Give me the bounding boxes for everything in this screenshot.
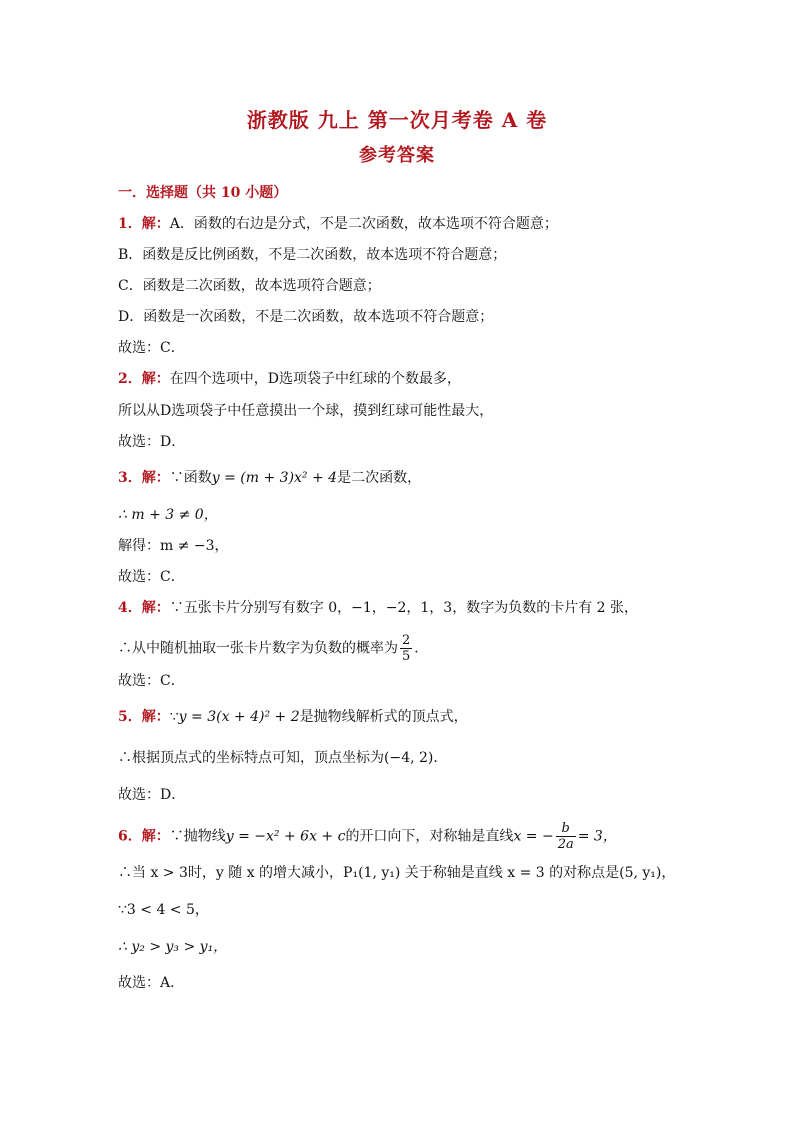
section-heading: 一．选择题（共 10 小题）	[118, 185, 288, 201]
q4-number: 4．	[118, 600, 142, 616]
q6-text-2: ∴当 x > 3时，y 随 x 的增大减小，P₁(1, y₁) 关于称轴是直线 x = 3 的对称点是(5, y₁)，	[118, 865, 676, 881]
q6-axis-end: = 3，	[577, 828, 617, 845]
q3-pre: ∵函数	[169, 470, 212, 486]
q6-numerator: b	[556, 821, 576, 837]
q6-label: 解：	[141, 828, 170, 845]
q5-pre: ∵	[169, 709, 179, 725]
q1-option-a: A．函数的右边是分式，不是二次函数，故本选项不符合题意；	[169, 216, 558, 232]
q3-number: 3．	[118, 470, 142, 486]
q1-option-d: D．函数是一次函数，不是二次函数，故本选项不符合题意；	[118, 309, 494, 325]
q4-text-1: ∵五张卡片分别写有数字 0，−1，−2，1，3，数字为负数的卡片有 2 张，	[169, 600, 639, 616]
q5-post: 是抛物线解析式的顶点式，	[299, 709, 468, 725]
q6-expression: y = −x² + 6x + c	[225, 828, 346, 845]
q1-number: 1．	[118, 216, 142, 232]
q5-text-2: ∴根据顶点式的坐标特点可知，顶点坐标为(−4, 2)．	[118, 750, 448, 766]
q2-number: 2．	[118, 371, 142, 387]
q1-option-b: B．函数是反比例函数，不是二次函数，故本选项不符合题意；	[118, 247, 507, 263]
q4-label: 解：	[141, 600, 170, 616]
q5-number: 5．	[118, 709, 142, 725]
q3-label: 解：	[141, 470, 170, 486]
q1-answer: 故选：C．	[118, 340, 185, 356]
q2-line-1	[118, 369, 461, 389]
q6-axis: x = −	[513, 828, 554, 845]
q2-label: 解：	[141, 371, 170, 387]
page-title: 浙教版 九上 第一次月考卷 A 卷	[246, 108, 548, 132]
q4-denominator: 5	[402, 649, 411, 664]
q5-label: 解：	[141, 709, 170, 725]
q4-line-2	[118, 633, 428, 664]
q4-numerator: 2	[402, 633, 411, 648]
q1-option-c: C．函数是二次函数，故本选项符合题意；	[118, 278, 381, 294]
q6-text-4: ∴ y₂ > y₃ > y₁，	[118, 939, 228, 955]
q4-fraction	[400, 633, 412, 664]
q4-text-2: ∴从中随机抽取一张卡片数字为负数的概率为	[118, 640, 398, 657]
q6-pre: ∵抛物线	[169, 828, 226, 845]
q6-answer: 故选：A．	[118, 975, 185, 991]
q2-text-1: 在四个选项中，D选项袋子中红球的个数最多，	[169, 371, 461, 387]
q6-number: 6．	[118, 828, 142, 845]
q1-label: 解：	[141, 216, 170, 232]
q3-line-1	[118, 468, 421, 488]
q6-mid: 的开口向下，对称轴是直线	[345, 828, 514, 845]
q2-text-2: 所以从D选项袋子中任意摸出一个球，摸到红球可能性最大，	[118, 403, 494, 419]
q6-text-3: ∵3 < 4 < 5，	[118, 902, 209, 918]
q6-denominator: 2a	[557, 837, 574, 852]
q6-line-1	[118, 821, 617, 852]
q4-text-2-end: ．	[414, 640, 429, 657]
q4-line-1	[118, 598, 638, 618]
q5-line-1	[118, 707, 468, 727]
page-subtitle: 参考答案	[359, 145, 435, 166]
q4-answer: 故选：C．	[118, 673, 185, 689]
q2-answer: 故选：D．	[118, 434, 186, 450]
q3-post: 是二次函数，	[337, 470, 422, 486]
q6-fraction	[556, 821, 576, 852]
q5-answer: 故选：D．	[118, 787, 186, 803]
q1-line-a	[118, 214, 558, 234]
q3-answer: 故选：C．	[118, 569, 185, 585]
q3-solution: 解得：m ≠ −3，	[118, 538, 229, 554]
q5-expression: y = 3(x + 4)² + 2	[178, 709, 300, 725]
q3-condition: ∴ m + 3 ≠ 0，	[118, 507, 218, 523]
q3-expression: y = (m + 3)x² + 4	[211, 470, 338, 486]
